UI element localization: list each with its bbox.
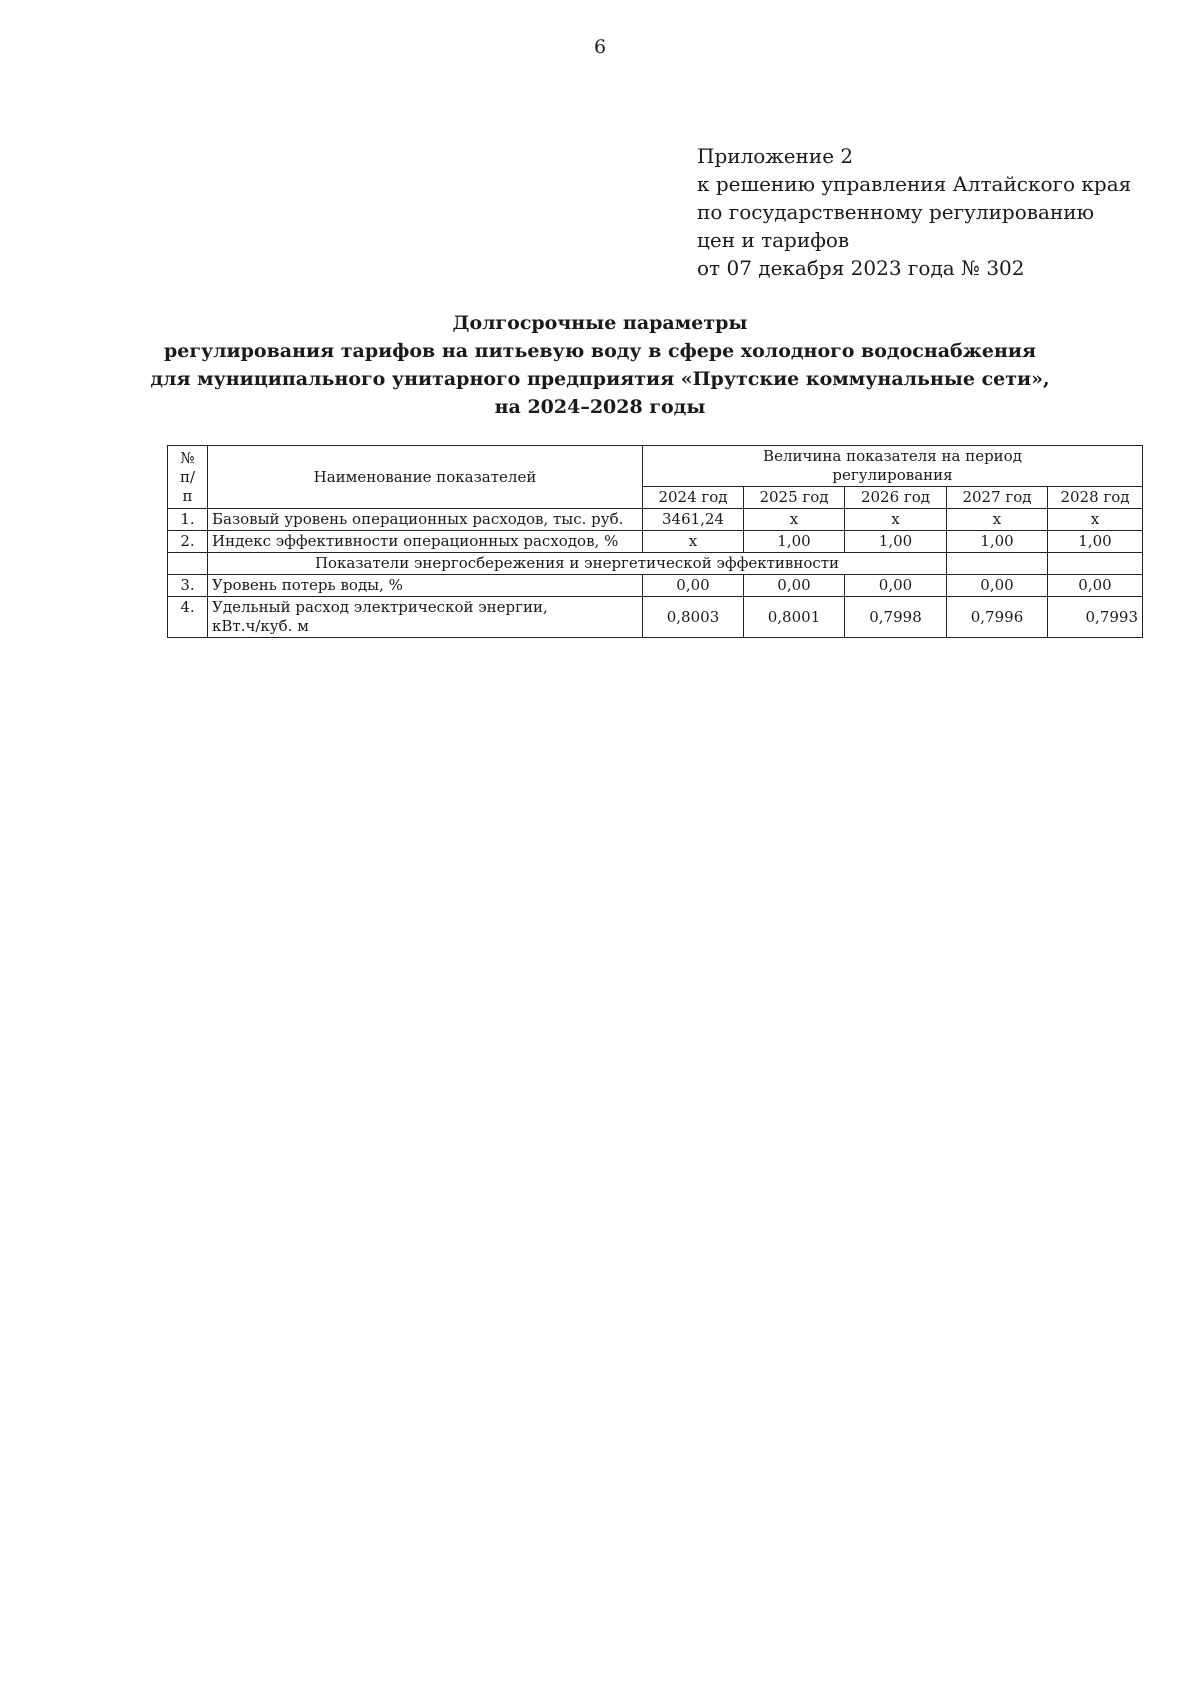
- header-num-line: п/: [179, 467, 196, 486]
- row-name: [208, 597, 643, 638]
- header-num-line: п: [182, 486, 193, 505]
- row-value: 0,8003: [643, 597, 744, 638]
- header-year: 2024 год: [643, 487, 744, 509]
- row-value: 1,00: [1048, 531, 1143, 553]
- header-year: 2025 год: [744, 487, 845, 509]
- row-name-line: кВт.ч/куб. м: [212, 617, 309, 635]
- row-value: х: [744, 509, 845, 531]
- table-row: [168, 575, 1143, 597]
- row-value: 1,00: [744, 531, 845, 553]
- section-row: [168, 553, 1143, 575]
- row-value: х: [1048, 509, 1143, 531]
- appendix-line: по государственному регулированию: [697, 200, 1095, 224]
- title-line: регулирования тарифов на питьевую воду в сфере холодного водоснабжения: [163, 340, 1037, 362]
- header-num: [168, 446, 208, 509]
- section-title: Показатели энергосбережения и энергетической эффективности: [208, 553, 947, 575]
- title-line: Долгосрочные параметры: [452, 312, 748, 334]
- row-value: х: [643, 531, 744, 553]
- row-name: Индекс эффективности операционных расходов, %: [208, 531, 643, 553]
- appendix-line: к решению управления Алтайского края: [697, 172, 1132, 196]
- row-num: 1.: [168, 509, 208, 531]
- header-year: 2027 год: [947, 487, 1048, 509]
- header-year: 2026 год: [845, 487, 947, 509]
- row-name: Уровень потерь воды, %: [208, 575, 643, 597]
- header-period-line: Величина показателя на период: [763, 447, 1022, 465]
- row-value: 0,7998: [845, 597, 947, 638]
- row-num: 4.: [168, 597, 208, 638]
- row-value: 0,7996: [947, 597, 1048, 638]
- row-name: Базовый уровень операционных расходов, тыс. руб.: [208, 509, 643, 531]
- section-empty-cell: [1048, 553, 1143, 575]
- section-empty-cell: [947, 553, 1048, 575]
- appendix-line: от 07 декабря 2023 года № 302: [697, 256, 1025, 280]
- appendix-line: Приложение 2: [697, 144, 854, 168]
- table-row: [168, 597, 1143, 638]
- row-value: 0,00: [947, 575, 1048, 597]
- row-value: 1,00: [845, 531, 947, 553]
- row-value: 0,00: [744, 575, 845, 597]
- parameters-table: [167, 445, 1143, 638]
- row-num: 2.: [168, 531, 208, 553]
- appendix-line: цен и тарифов: [697, 228, 850, 252]
- row-value: 0,7993: [1048, 597, 1143, 638]
- title-line: для муниципального унитарного предприятия «Прутские коммунальные сети»,: [150, 368, 1050, 390]
- header-year: 2028 год: [1048, 487, 1143, 509]
- header-period: [643, 446, 1143, 487]
- title-line: на 2024–2028 годы: [494, 396, 706, 418]
- section-num-empty: [168, 553, 208, 575]
- header-period-line: регулирования: [832, 466, 953, 484]
- table-row: [168, 509, 1143, 531]
- row-name-line: Удельный расход электрической энергии,: [212, 598, 548, 616]
- row-num: 3.: [168, 575, 208, 597]
- row-value: 1,00: [947, 531, 1048, 553]
- row-value: 0,00: [1048, 575, 1143, 597]
- row-value: 0,8001: [744, 597, 845, 638]
- header-num-line: №: [180, 448, 195, 467]
- table-header-row: [168, 446, 1143, 487]
- appendix-block: [697, 142, 1177, 282]
- table-row: [168, 531, 1143, 553]
- row-value: х: [947, 509, 1048, 531]
- row-value: х: [845, 509, 947, 531]
- row-value: 0,00: [845, 575, 947, 597]
- document-title: [0, 309, 1200, 421]
- page-number: 6: [593, 36, 607, 58]
- row-value: 3461,24: [643, 509, 744, 531]
- header-name: Наименование показателей: [208, 446, 643, 509]
- row-value: 0,00: [643, 575, 744, 597]
